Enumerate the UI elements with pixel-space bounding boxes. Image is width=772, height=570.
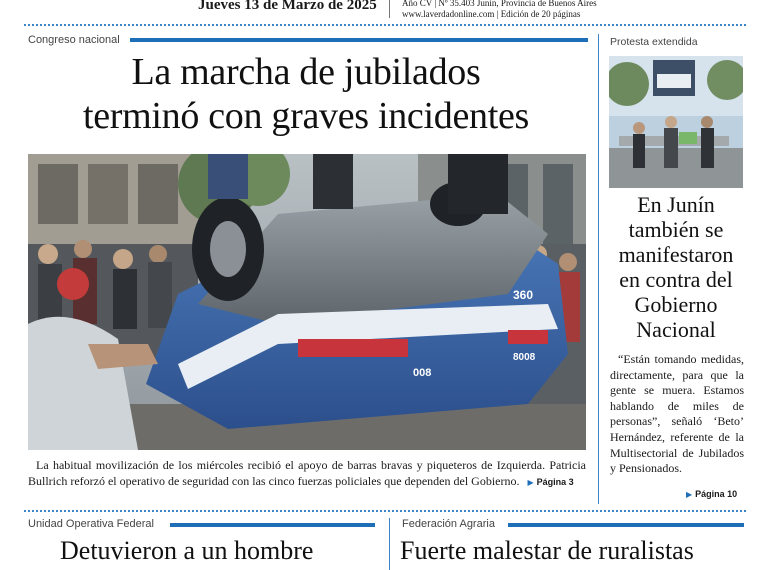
car-number-side: 8008 [513,352,536,363]
side-page-reference-link[interactable] [686,489,737,499]
car-roof-number: 360 [513,288,534,302]
column-divider-bottom [389,518,390,570]
main-photo-illustration [28,154,586,450]
bottom-left-headline[interactable]: Detuvieron a un hombre [60,536,314,565]
masthead-rule [24,24,746,26]
side-story-body: “Están tomando medidas, directamente, para que la gente se muera. Estamos hablando de miles de personas”, señaló ‘Beto’ Hernández, referente de la Multisectorial de Jubilados y Pensionados. [610,352,744,476]
main-page-reference-label: Página 3 [536,477,574,487]
side-photo-illustration [609,56,743,188]
main-photo-overturned-police-car[interactable] [28,154,586,450]
side-headline[interactable]: En Junín también se manifestaron en contra del Gobierno Nacional [618,192,734,342]
issue-info [402,0,597,19]
bottom-strip-rule [24,510,746,512]
right-triangle-icon: ▶ [686,490,693,499]
main-headline-line-1: La marcha de jubilados [131,51,481,93]
main-section-bar [130,38,588,42]
masthead [0,0,772,24]
column-divider-main-side [598,34,599,504]
bottom-right-section-label: Federación Agraria [402,518,501,530]
website-line[interactable]: www.laverdadonline.com | Edición de 20 páginas [402,9,581,19]
issue-date: Jueves 13 de Marzo de 2025 [198,0,377,13]
main-photo-caption [28,457,586,491]
side-page-reference-label: Página 10 [695,489,738,499]
main-caption-text: La habitual movilización de los miércoles recibió el apoyo de barras bravas y piqueteros de Izquierda. Patricia Bullrich reforzó el operativo de seguridad con las cinco fuerzas policiales que dependen del Gobierno. [28,458,586,488]
issue-number-line: Año CV | Nº 35.403 Junín, Provincia de Buenos Aires [402,0,597,8]
main-page-reference-link[interactable] [522,477,573,487]
main-section-label: Congreso nacional [28,34,126,46]
bottom-right-section-bar [508,523,744,527]
side-photo-junin-protest[interactable] [609,56,743,188]
bottom-right-headline[interactable]: Fuerte malestar de ruralistas [400,536,694,565]
side-section-label: Protesta extendida [610,36,704,48]
car-number-front: 008 [413,367,432,379]
masthead-divider [389,0,390,18]
main-headline-line-2: terminó con graves incidentes [82,95,530,137]
right-triangle-icon: ▶ [527,478,534,487]
bottom-left-section-bar [170,523,375,527]
main-headline[interactable] [24,50,588,138]
bottom-left-section-label: Unidad Operativa Federal [28,518,160,530]
